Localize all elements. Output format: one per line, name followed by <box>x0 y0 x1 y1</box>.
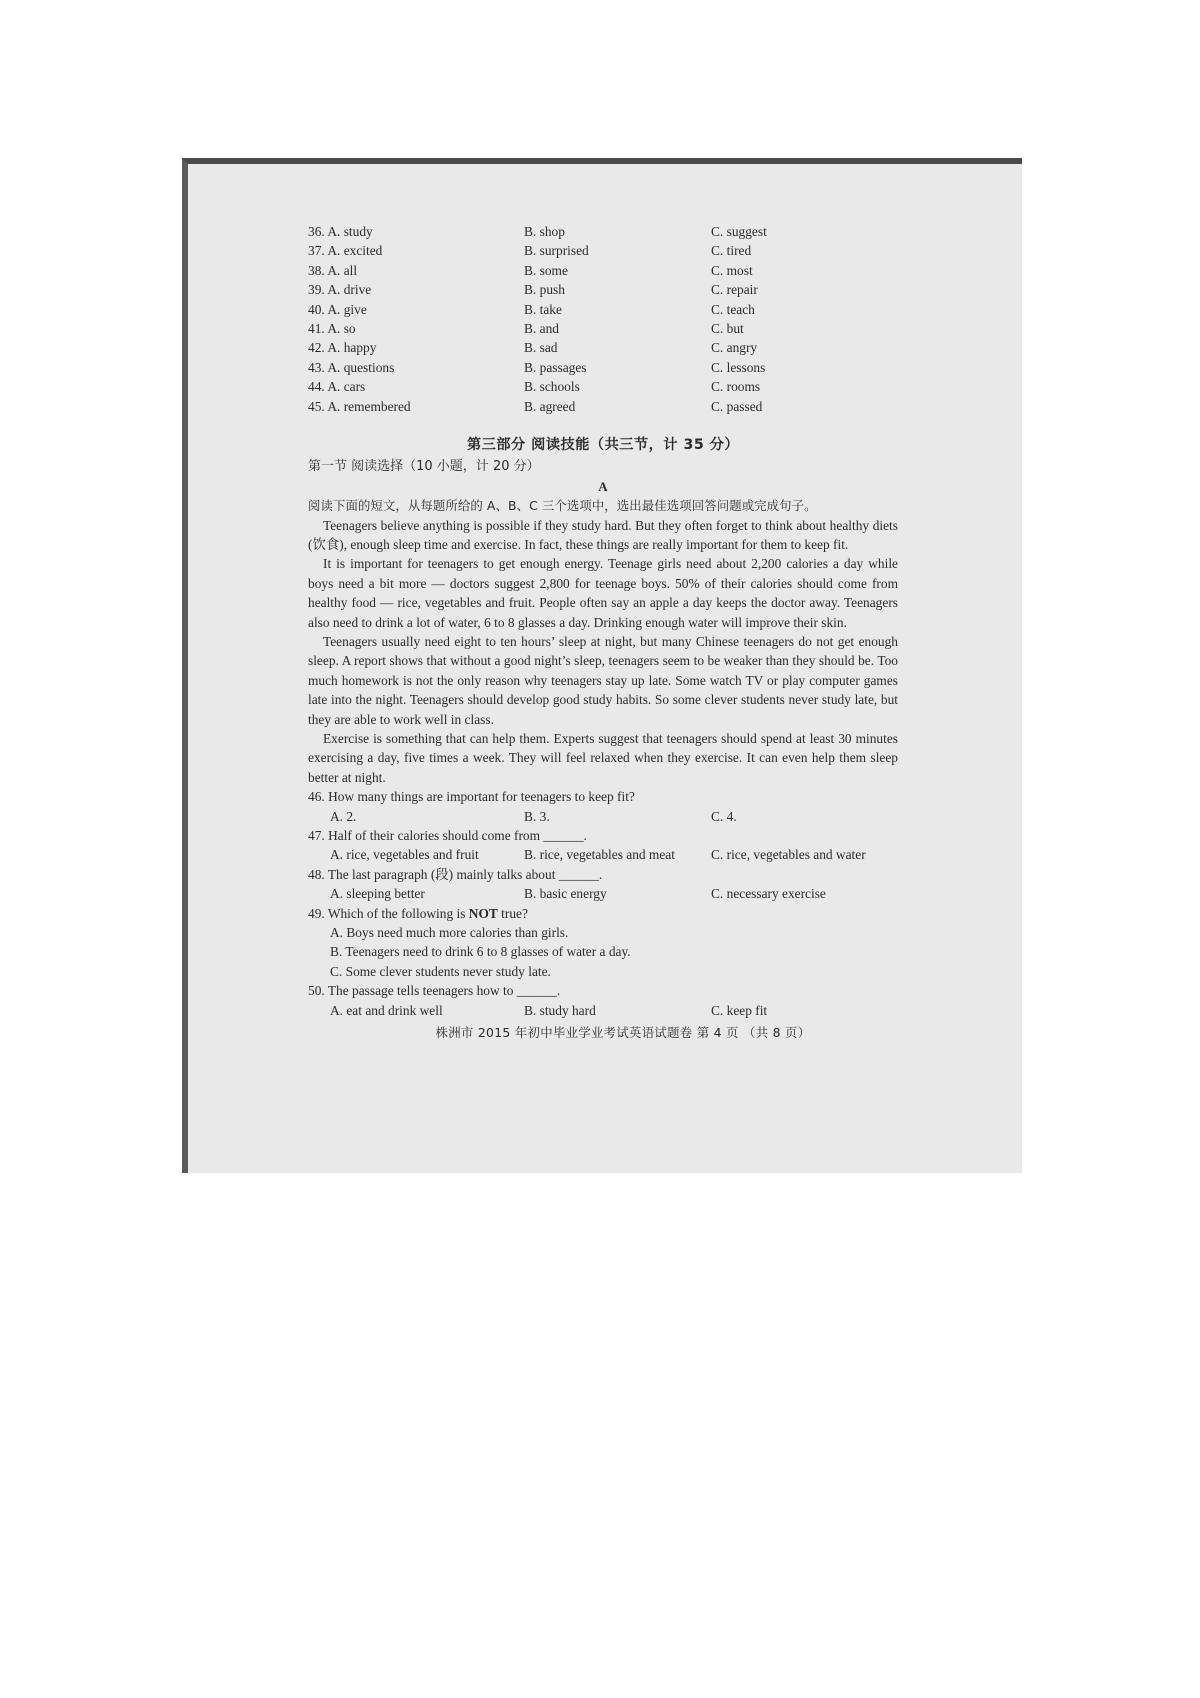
option-a: 42. A. happy <box>308 340 377 356</box>
option-a: A. 2. <box>330 808 357 824</box>
option-c: C. lessons <box>711 359 766 375</box>
option-c: C. rooms <box>711 379 761 395</box>
option-c: C. keep fit <box>711 1002 768 1018</box>
paragraph: Teenagers usually need eight to ten hours’ sleep at night, but many Chinese teenagers do not get enough sleep. A report shows that without a good night’s sleep, teenagers seem to be weaker than they should be. Too much homework is not the only reason why teenagers stay up late. Some watch TV or play computer games late into the night. Teenagers should develop good study habits. So some clever students never study late, but they are able to work well in class. <box>308 633 898 727</box>
cloze-row <box>308 358 898 377</box>
option-a: 44. A. cars <box>308 379 366 395</box>
instruction: 阅读下面的短文，从每题所给的 A、B、C 三个选项中，选出最佳选项回答问题或完成句子。 <box>308 498 817 514</box>
option-b: B. agreed <box>524 398 576 414</box>
paragraph: Exercise is something that can help them. Experts suggest that teenagers should spend at least 30 minutes exercising a day, five times a week. They will feel relaxed when they exercise. It can even help them sleep better at night. <box>308 731 898 785</box>
option-c: C. teach <box>711 301 755 317</box>
option-b: B. some <box>524 262 568 278</box>
cloze-row <box>308 222 898 241</box>
option-b: B. schools <box>524 379 580 395</box>
option-c: C. Some clever students never study late. <box>330 963 551 979</box>
option-a: 45. A. remembered <box>308 398 411 414</box>
option-c: C. necessary exercise <box>711 886 826 902</box>
option-a: 38. A. all <box>308 262 358 278</box>
cloze-row <box>308 377 898 396</box>
question-stem: 47. Half of their calories should come from ______. <box>308 828 587 844</box>
option-c: C. tired <box>711 243 752 259</box>
cloze-row <box>308 261 898 280</box>
question-options <box>308 884 898 903</box>
option-c: C. repair <box>711 282 758 298</box>
question-options <box>308 1001 898 1020</box>
option-b: B. push <box>524 282 565 298</box>
option-c: C. rice, vegetables and water <box>711 847 866 863</box>
option-a: 37. A. excited <box>308 243 383 259</box>
question-50 <box>308 981 898 1020</box>
option-a: 43. A. questions <box>308 359 395 375</box>
option-a: A. rice, vegetables and fruit <box>330 847 479 863</box>
question-options <box>308 807 898 826</box>
cloze-row <box>308 319 898 338</box>
option-b: B. Teenagers need to drink 6 to 8 glasses of water a day. <box>330 944 631 960</box>
option-c: C. suggest <box>711 224 767 239</box>
option-a: A. eat and drink well <box>330 1002 443 1018</box>
option-a: 41. A. so <box>308 320 356 336</box>
question-47 <box>308 826 898 865</box>
option-c: C. passed <box>711 398 763 414</box>
option-a: A. sleeping better <box>330 886 425 902</box>
option-b: B. take <box>524 301 562 317</box>
question-49 <box>308 904 898 982</box>
option-b: B. passages <box>524 359 587 375</box>
stem-text: true? <box>497 905 528 921</box>
scanned-page <box>182 158 1022 1173</box>
paragraph: It is important for teenagers to get enough energy. Teenage girls need about 2,200 calories a day while boys need a bit more — doctors suggest 2,800 for teenage boys. 50% of their calories should come from healthy food — rice, vegetables and fruit. People often say an apple a day keeps the doctor away. Teenagers also need to drink a lot of water, 6 to 8 glasses a day. Drinking enough water will improve their skin. <box>308 556 898 630</box>
option-b: B. rice, vegetables and meat <box>524 847 675 863</box>
page-footer: 株洲市 2015 年初中毕业学业考试英语试题卷 第 4 页 （共 8 页） <box>435 1025 811 1041</box>
option-b: B. 3. <box>524 808 550 824</box>
exam-page <box>308 222 898 1042</box>
option-c: C. angry <box>711 340 758 356</box>
cloze-row <box>308 280 898 299</box>
option-b: B. sad <box>524 340 558 356</box>
option-b: B. and <box>524 320 559 336</box>
option-b: B. study hard <box>524 1002 596 1018</box>
cloze-row <box>308 241 898 260</box>
option-a: A. Boys need much more calories than girls. <box>330 925 569 941</box>
option-a: 36. A. study <box>308 224 373 239</box>
cloze-row <box>308 300 898 319</box>
option-b: B. surprised <box>524 243 589 259</box>
option-b: B. shop <box>524 224 565 239</box>
question-stem: 50. The passage tells teenagers how to ______. <box>308 983 561 999</box>
question-stem: 48. The last paragraph (段) mainly talks about ______. <box>308 866 603 882</box>
question-48 <box>308 865 898 904</box>
stem-emphasis: NOT <box>468 905 498 921</box>
option-c: C. most <box>711 262 753 278</box>
paragraph: Teenagers believe anything is possible if they study hard. But they often forget to think about healthy diets (饮食), enough sleep time and exercise. In fact, these things are really important for them to keep fit. <box>308 517 898 552</box>
option-c: C. but <box>711 320 744 336</box>
option-b: B. basic energy <box>524 886 607 902</box>
cloze-options <box>308 222 898 416</box>
passage-letter: A <box>598 478 608 494</box>
reading-passage <box>308 516 898 788</box>
section-title: 第一节 阅读选择（10 小题，计 20 分） <box>308 459 540 475</box>
question-options <box>308 845 898 864</box>
option-a: 40. A. give <box>308 301 367 317</box>
option-a: 39. A. drive <box>308 282 372 298</box>
cloze-row <box>308 397 898 416</box>
question-stem <box>308 904 898 923</box>
cloze-row <box>308 338 898 357</box>
question-46 <box>308 787 898 826</box>
part-title: 第三部分 阅读技能（共三节，计 35 分） <box>466 436 740 453</box>
option-c: C. 4. <box>711 808 737 824</box>
question-stem: 46. How many things are important for teenagers to keep fit? <box>308 789 635 805</box>
stem-text: 49. Which of the following is <box>308 905 469 921</box>
